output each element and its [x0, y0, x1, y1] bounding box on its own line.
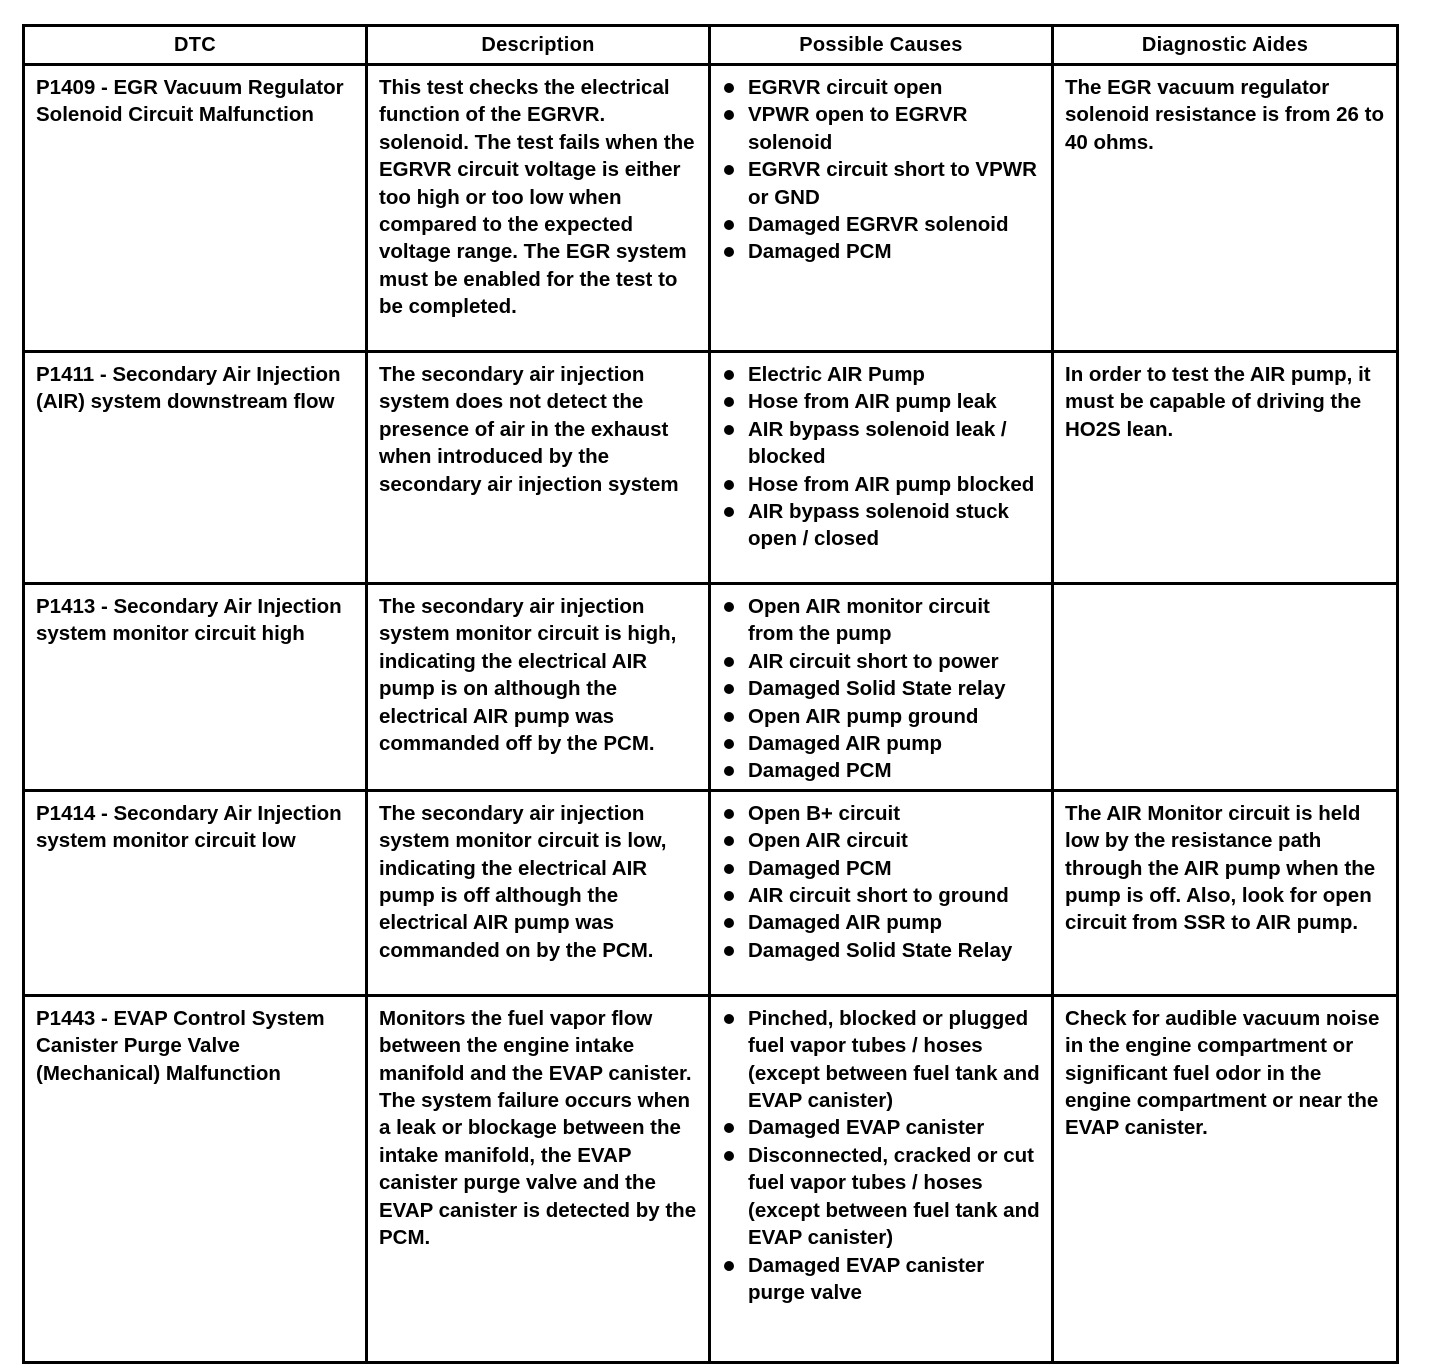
description-cell: Monitors the fuel vapor flow between the engine intake manifold and the EVAP canister. The system failure occurs when a leak or blockage between the intake manifold, the EVAP canister purge valve and the EVAP canister is detected by the PCM.	[367, 995, 710, 1362]
cause-item: AIR bypass solenoid stuck open / closed	[722, 498, 1041, 553]
aides-cell: Check for audible vacuum noise in the engine compartment or significant fuel odor in the engine compartment or near the EVAP canister.	[1053, 995, 1398, 1362]
table-header-row	[24, 26, 1398, 65]
causes-cell	[710, 995, 1053, 1362]
cause-item: Electric AIR Pump	[722, 361, 1041, 388]
cause-item: Hose from AIR pump blocked	[722, 471, 1041, 498]
cause-item: Damaged Solid State Relay	[722, 937, 1041, 964]
dtc-code-cell: P1411 - Secondary Air Injection (AIR) system downstream flow	[24, 352, 367, 584]
table-row	[24, 790, 1398, 995]
aides-cell: The EGR vacuum regulator solenoid resistance is from 26 to 40 ohms.	[1053, 65, 1398, 352]
cause-item: Open AIR monitor circuit from the pump	[722, 593, 1041, 648]
dtc-code-cell: P1443 - EVAP Control System Canister Purge Valve (Mechanical) Malfunction	[24, 995, 367, 1362]
cause-item: Hose from AIR pump leak	[722, 388, 1041, 415]
aides-cell	[1053, 584, 1398, 791]
causes-list	[722, 74, 1041, 266]
causes-list	[722, 800, 1041, 964]
table-row	[24, 65, 1398, 352]
causes-list	[722, 593, 1041, 785]
cause-item: Open AIR circuit	[722, 827, 1041, 854]
cause-item: AIR bypass solenoid leak / blocked	[722, 416, 1041, 471]
causes-cell	[710, 790, 1053, 995]
cause-item: Damaged PCM	[722, 238, 1041, 265]
cause-item: VPWR open to EGRVR solenoid	[722, 101, 1041, 156]
dtc-table	[22, 24, 1399, 1364]
description-cell: The secondary air injection system does not detect the presence of air in the exhaust when introduced by the secondary air injection system	[367, 352, 710, 584]
cause-item: EGRVR circuit open	[722, 74, 1041, 101]
dtc-code-cell: P1413 - Secondary Air Injection system monitor circuit high	[24, 584, 367, 791]
header-possible-causes: Possible Causes	[710, 26, 1053, 65]
causes-cell	[710, 65, 1053, 352]
cause-item: Open B+ circuit	[722, 800, 1041, 827]
cause-item: Damaged AIR pump	[722, 909, 1041, 936]
header-diagnostic-aides: Diagnostic Aides	[1053, 26, 1398, 65]
cause-item: Damaged PCM	[722, 855, 1041, 882]
description-cell: The secondary air injection system monitor circuit is low, indicating the electrical AIR pump is off although the electrical AIR pump was commanded on by the PCM.	[367, 790, 710, 995]
table-row	[24, 584, 1398, 791]
aides-cell: The AIR Monitor circuit is held low by the resistance path through the AIR pump when the pump is off. Also, look for open circuit from SSR to AIR pump.	[1053, 790, 1398, 995]
cause-item: Open AIR pump ground	[722, 703, 1041, 730]
cause-item: Damaged EVAP canister purge valve	[722, 1252, 1041, 1307]
header-dtc: DTC	[24, 26, 367, 65]
table-row	[24, 352, 1398, 584]
cause-item: Damaged AIR pump	[722, 730, 1041, 757]
dtc-code-cell: P1414 - Secondary Air Injection system monitor circuit low	[24, 790, 367, 995]
cause-item: Damaged EGRVR solenoid	[722, 211, 1041, 238]
cause-item: Damaged PCM	[722, 757, 1041, 784]
description-cell: This test checks the electrical function of the EGRVR. solenoid. The test fails when the EGRVR circuit voltage is either too high or too low when compared to the expected voltage range. The EGR system must be enabled for the test to be completed.	[367, 65, 710, 352]
header-description: Description	[367, 26, 710, 65]
table-row	[24, 995, 1398, 1362]
causes-cell	[710, 352, 1053, 584]
cause-item: EGRVR circuit short to VPWR or GND	[722, 156, 1041, 211]
cause-item: Pinched, blocked or plugged fuel vapor tubes / hoses (except between fuel tank and EVAP canister)	[722, 1005, 1041, 1115]
aides-cell: In order to test the AIR pump, it must be capable of driving the HO2S lean.	[1053, 352, 1398, 584]
cause-item: Disconnected, cracked or cut fuel vapor tubes / hoses (except between fuel tank and EVAP canister)	[722, 1142, 1041, 1252]
dtc-code-cell: P1409 - EGR Vacuum Regulator Solenoid Circuit Malfunction	[24, 65, 367, 352]
cause-item: AIR circuit short to power	[722, 648, 1041, 675]
cause-item: Damaged EVAP canister	[722, 1114, 1041, 1141]
causes-cell	[710, 584, 1053, 791]
causes-list	[722, 361, 1041, 553]
description-cell: The secondary air injection system monitor circuit is high, indicating the electrical AIR pump is on although the electrical AIR pump was commanded off by the PCM.	[367, 584, 710, 791]
cause-item: AIR circuit short to ground	[722, 882, 1041, 909]
cause-item: Damaged Solid State relay	[722, 675, 1041, 702]
causes-list	[722, 1005, 1041, 1306]
